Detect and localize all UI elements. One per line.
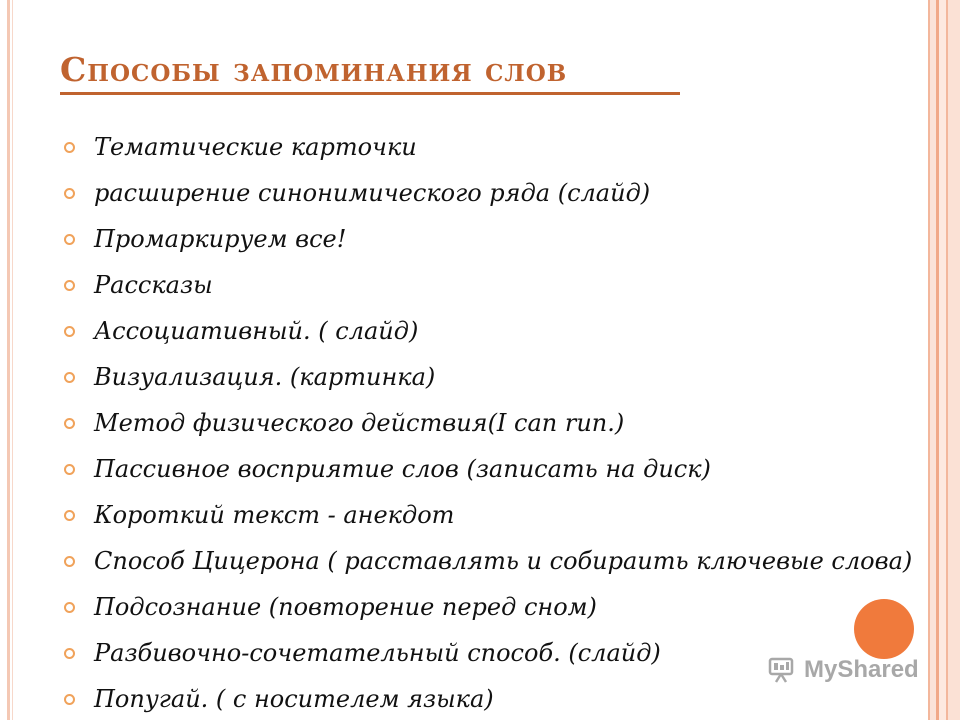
decorative-stripes	[924, 0, 960, 720]
title-underline	[60, 92, 680, 95]
list-item-text: Визуализация. (картинка)	[94, 363, 436, 391]
circle-bullet-icon	[64, 326, 75, 337]
circle-bullet-icon	[64, 142, 75, 153]
list-item	[64, 354, 884, 400]
left-border-line-inner	[12, 0, 13, 720]
list-item	[64, 170, 884, 216]
list-item	[64, 446, 884, 492]
list-item-text: Подсознание (повторение перед сном)	[94, 593, 597, 621]
list-item-text: Разбивочно-сочетательный способ. (слайд)	[94, 639, 661, 667]
watermark-text: MyShared	[804, 656, 919, 683]
circle-bullet-icon	[64, 418, 75, 429]
circle-bullet-icon	[64, 280, 75, 291]
circle-bullet-icon	[64, 464, 75, 475]
circle-bullet-icon	[64, 648, 75, 659]
list-item	[64, 262, 884, 308]
list-item	[64, 400, 884, 446]
list-item-text: Пассивное восприятие слов (записать на диск)	[94, 455, 711, 483]
watermark	[768, 656, 919, 684]
list-item-text: Тематические карточки	[94, 133, 417, 161]
list-item	[64, 676, 884, 722]
list-item	[64, 216, 884, 262]
circle-bullet-icon	[64, 694, 75, 705]
list-item	[64, 124, 884, 170]
list-item	[64, 538, 913, 584]
circle-bullet-icon	[64, 602, 75, 613]
presentation-board-icon	[768, 657, 798, 683]
list-item-text: Способ Цицерона ( расставлять и собираить ключевые слова)	[94, 547, 913, 575]
list-item-text: расширение синонимического ряда (слайд)	[94, 179, 651, 207]
list-item	[64, 492, 884, 538]
circle-bullet-icon	[64, 188, 75, 199]
list-item-text: Метод физического действия(I can run.)	[94, 409, 625, 437]
circle-bullet-icon	[64, 510, 75, 521]
list-item-text: Ассоциативный. ( слайд)	[94, 317, 419, 345]
circle-bullet-icon	[64, 372, 75, 383]
list-item-text: Рассказы	[94, 271, 213, 299]
list-item	[64, 630, 884, 676]
list-item-text: Короткий текст - анекдот	[94, 501, 455, 529]
circle-bullet-icon	[64, 556, 75, 567]
list-item	[64, 308, 884, 354]
bullet-list	[64, 124, 913, 722]
decorative-orange-circle	[854, 599, 914, 659]
circle-bullet-icon	[64, 234, 75, 245]
list-item-text: Промаркируем все!	[94, 225, 347, 253]
left-border-line	[7, 0, 10, 720]
slide-title: Способы запоминания слов	[60, 50, 568, 89]
list-item-text: Попугай. ( с носителем языка)	[94, 685, 494, 713]
list-item	[64, 584, 884, 630]
